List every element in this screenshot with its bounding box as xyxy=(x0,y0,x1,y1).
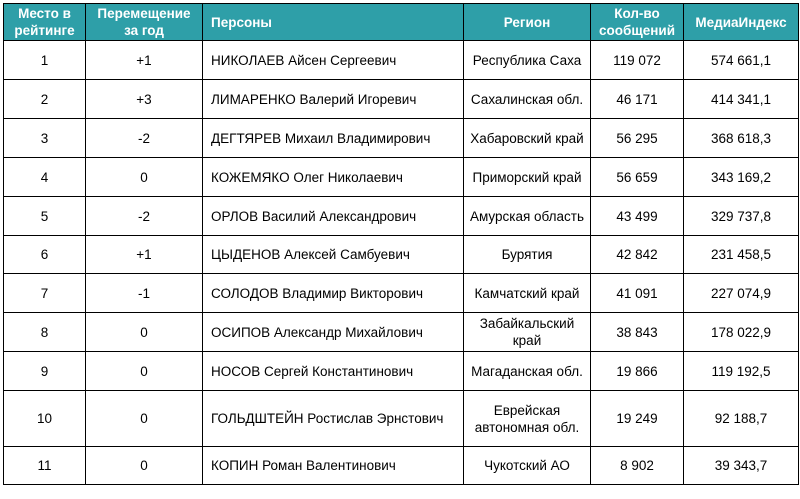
cell-move: +1 xyxy=(86,236,203,274)
cell-index: 231 458,5 xyxy=(684,236,799,274)
cell-region: Забайкальский край xyxy=(464,313,591,352)
table-row xyxy=(4,41,799,80)
cell-rank: 10 xyxy=(4,391,86,447)
cell-count: 38 843 xyxy=(591,313,684,352)
cell-index: 39 343,7 xyxy=(684,447,799,485)
cell-region: Хабаровский край xyxy=(464,119,591,158)
table-row xyxy=(4,313,799,352)
cell-rank: 8 xyxy=(4,313,86,352)
cell-index: 227 074,9 xyxy=(684,274,799,313)
cell-person: СОЛОДОВ Владимир Викторович xyxy=(203,274,464,313)
table-row xyxy=(4,236,799,274)
table-row xyxy=(4,391,799,447)
cell-rank: 5 xyxy=(4,197,86,236)
cell-move: +1 xyxy=(86,41,203,80)
cell-rank: 11 xyxy=(4,447,86,485)
cell-count: 43 499 xyxy=(591,197,684,236)
cell-move: -2 xyxy=(86,119,203,158)
cell-person: ЛИМАРЕНКО Валерий Игоревич xyxy=(203,80,464,119)
cell-move: 0 xyxy=(86,158,203,197)
cell-region: Приморский край xyxy=(464,158,591,197)
header-region: Регион xyxy=(464,4,591,41)
table-header xyxy=(4,4,799,41)
cell-person: ОРЛОВ Василий Александрович xyxy=(203,197,464,236)
cell-person: КОЖЕМЯКО Олег Николаевич xyxy=(203,158,464,197)
cell-rank: 1 xyxy=(4,41,86,80)
cell-count: 41 091 xyxy=(591,274,684,313)
cell-rank: 4 xyxy=(4,158,86,197)
table-row xyxy=(4,80,799,119)
cell-region: Еврейская автономная обл. xyxy=(464,391,591,447)
header-count: Кол-во сообщений xyxy=(591,4,684,41)
cell-move: 0 xyxy=(86,352,203,391)
header-person: Персоны xyxy=(203,4,464,41)
table-row xyxy=(4,447,799,485)
cell-move: -1 xyxy=(86,274,203,313)
cell-count: 19 249 xyxy=(591,391,684,447)
cell-rank: 2 xyxy=(4,80,86,119)
cell-index: 414 341,1 xyxy=(684,80,799,119)
cell-index: 343 169,2 xyxy=(684,158,799,197)
cell-rank: 7 xyxy=(4,274,86,313)
cell-count: 42 842 xyxy=(591,236,684,274)
table-row xyxy=(4,274,799,313)
cell-rank: 9 xyxy=(4,352,86,391)
header-row xyxy=(4,4,799,41)
cell-count: 8 902 xyxy=(591,447,684,485)
cell-count: 46 171 xyxy=(591,80,684,119)
cell-region: Амурская область xyxy=(464,197,591,236)
cell-move: 0 xyxy=(86,313,203,352)
cell-person: ДЕГТЯРЕВ Михаил Владимирович xyxy=(203,119,464,158)
cell-person: ЦЫДЕНОВ Алексей Самбуевич xyxy=(203,236,464,274)
cell-region: Магаданская обл. xyxy=(464,352,591,391)
cell-move: 0 xyxy=(86,391,203,447)
table-row xyxy=(4,119,799,158)
table-row xyxy=(4,352,799,391)
cell-index: 119 192,5 xyxy=(684,352,799,391)
header-move: Перемещение за год xyxy=(86,4,203,41)
cell-person: НИКОЛАЕВ Айсен Сергеевич xyxy=(203,41,464,80)
table-body xyxy=(4,41,799,485)
cell-count: 56 295 xyxy=(591,119,684,158)
cell-count: 19 866 xyxy=(591,352,684,391)
cell-region: Республика Саха xyxy=(464,41,591,80)
cell-move: +3 xyxy=(86,80,203,119)
cell-index: 329 737,8 xyxy=(684,197,799,236)
cell-rank: 6 xyxy=(4,236,86,274)
cell-region: Чукотский АО xyxy=(464,447,591,485)
cell-region: Сахалинская обл. xyxy=(464,80,591,119)
cell-index: 368 618,3 xyxy=(684,119,799,158)
cell-count: 119 072 xyxy=(591,41,684,80)
cell-rank: 3 xyxy=(4,119,86,158)
cell-person: КОПИН Роман Валентинович xyxy=(203,447,464,485)
table-row xyxy=(4,158,799,197)
cell-index: 574 661,1 xyxy=(684,41,799,80)
cell-person: ГОЛЬДШТЕЙН Ростислав Эрнстович xyxy=(203,391,464,447)
cell-region: Бурятия xyxy=(464,236,591,274)
cell-person: ОСИПОВ Александр Михайлович xyxy=(203,313,464,352)
cell-move: -2 xyxy=(86,197,203,236)
cell-person: НОСОВ Сергей Константинович xyxy=(203,352,464,391)
cell-move: 0 xyxy=(86,447,203,485)
cell-index: 178 022,9 xyxy=(684,313,799,352)
cell-index: 92 188,7 xyxy=(684,391,799,447)
header-rank: Место в рейтинге xyxy=(4,4,86,41)
cell-region: Камчатский край xyxy=(464,274,591,313)
media-index-table xyxy=(3,3,799,485)
header-index: МедиаИндекс xyxy=(684,4,799,41)
table-row xyxy=(4,197,799,236)
cell-count: 56 659 xyxy=(591,158,684,197)
